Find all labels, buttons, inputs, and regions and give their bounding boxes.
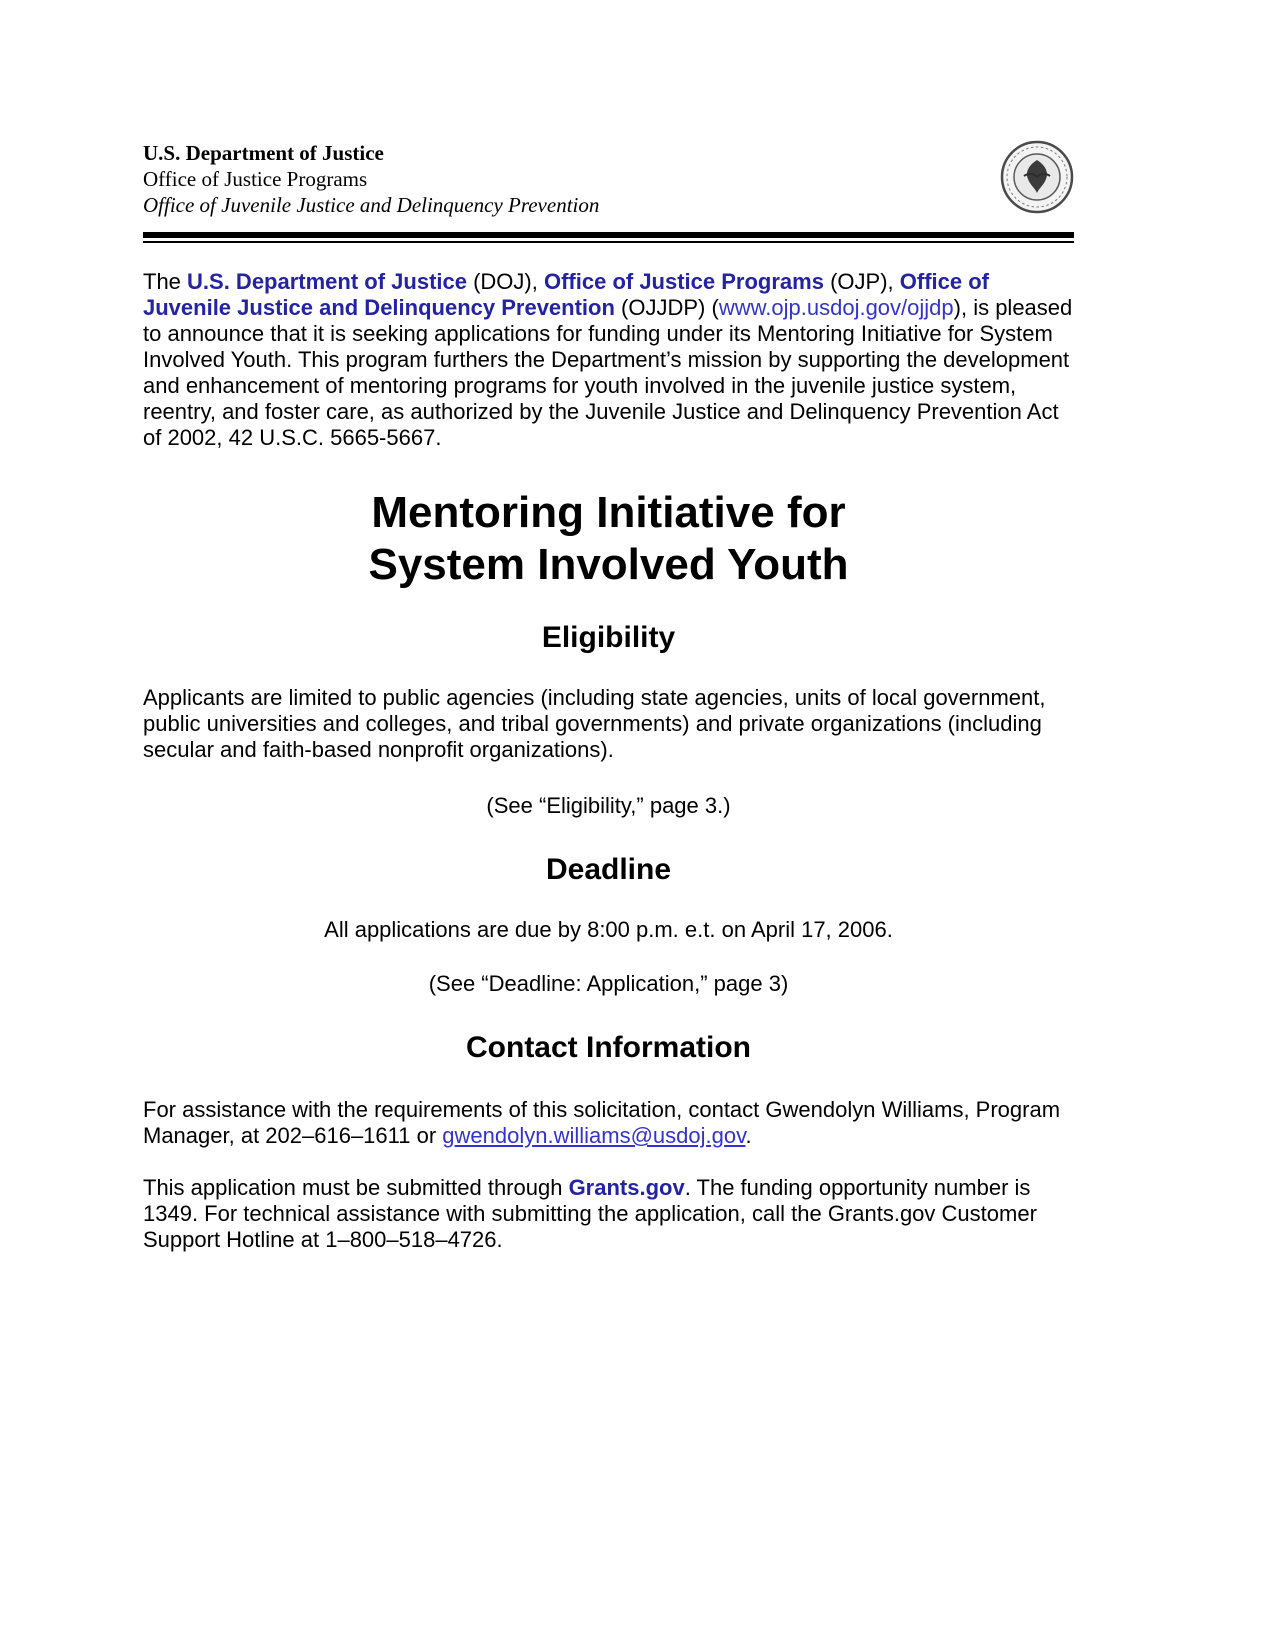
intro-doj-bold: U.S. Department of Justice: [187, 269, 467, 294]
intro-text: ), is pleased to announce that it is seeking applications for funding under its Mentoring Initiative for System Involved Youth. This program furthers the Department’s mission by supporting the development and enhancement of mentoring programs for youth involved in the juvenile justice system, reentry, and foster care, as authorized by the Juvenile Justice and Delinquency Prevention Act of 2002, 42 U.S.C. 5665-5667.: [143, 295, 1073, 450]
letterhead-department: U.S. Department of Justice: [143, 141, 384, 165]
ojjdp-url-link[interactable]: www.ojp.usdoj.gov/ojjdp: [718, 295, 954, 320]
eligibility-see-reference: (See “Eligibility,” page 3.): [486, 793, 731, 818]
eligibility-paragraph: Applicants are limited to public agencies (including state agencies, units of local government, public universities and colleges, and tribal governments) and private organizations (including secular and faith-based nonprofit organizations).: [143, 685, 1046, 762]
contact-email-link[interactable]: gwendolyn.williams@usdoj.gov: [442, 1123, 746, 1148]
deadline-heading: Deadline: [545, 853, 672, 886]
contact-paragraph-1: [143, 1097, 1074, 1149]
letterhead-office-programs: Office of Justice Programs: [143, 167, 368, 191]
letterhead-rule: [143, 232, 1074, 243]
document-title-line2: System Involved Youth: [368, 540, 849, 589]
grants-text: This application must be submitted through: [143, 1175, 569, 1200]
deadline-see-reference: (See “Deadline: Application,” page 3): [428, 971, 789, 996]
doj-seal-icon: [1000, 140, 1074, 214]
grants-text: . The funding opportunity number is 1349. For technical assistance with submitting the application, call the Grants.gov Customer Support Hotline at 1–800–518–4726.: [143, 1175, 1037, 1252]
intro-text: (DOJ),: [466, 269, 544, 294]
intro-paragraph: [143, 269, 1074, 451]
contact-text: .: [745, 1123, 752, 1148]
intro-text: The: [143, 269, 188, 294]
intro-ojp-bold: Office of Justice Programs: [543, 269, 824, 294]
contact-heading: Contact Information: [466, 1031, 751, 1064]
eligibility-heading: Eligibility: [541, 621, 676, 654]
contact-text: For assistance with the requirements of this solicitation, contact Gwendolyn Williams, Program Manager, at 202–616–1611 or: [143, 1097, 1061, 1148]
document-title: [143, 487, 1074, 591]
grants-gov-bold: Grants.gov: [568, 1175, 685, 1200]
intro-ojjdp-bold: Office of Juvenile Justice and Delinquency Prevention: [143, 269, 989, 320]
intro-text: (OJP),: [823, 269, 900, 294]
contact-paragraph-2: [143, 1175, 1074, 1253]
intro-text: (OJJDP) (: [614, 295, 719, 320]
letterhead-office-ojjdp: Office of Juvenile Justice and Delinquency Prevention: [143, 193, 600, 217]
document-title-line1: Mentoring Initiative for: [371, 488, 846, 537]
deadline-paragraph: All applications are due by 8:00 p.m. e.t. on April 17, 2006.: [324, 917, 893, 942]
letterhead: [143, 140, 1074, 224]
